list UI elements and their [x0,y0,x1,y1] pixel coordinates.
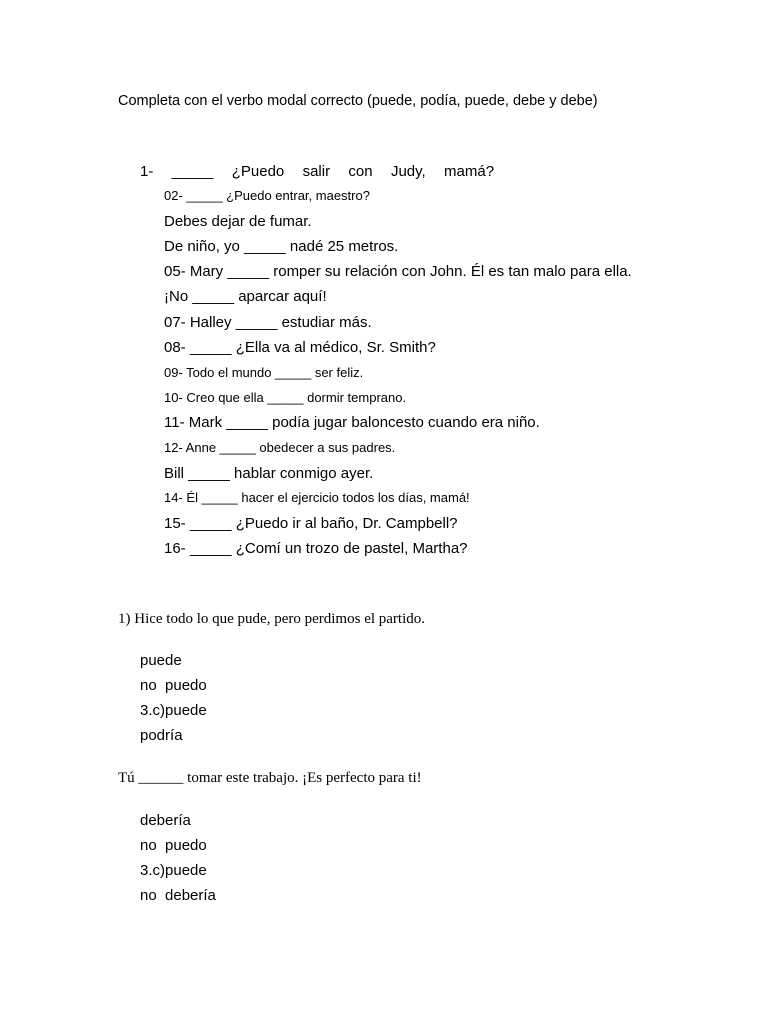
exercise-item-1: 1- _____ ¿Puedo salir con Judy, mamá? [140,163,495,180]
exercise-item-2: 02- _____ ¿Puedo entrar, maestro? [164,188,370,203]
exercise-item-6: ¡No _____ aparcar aquí! [164,288,327,305]
question-1-option-4: podría [140,727,183,744]
exercise-item-11: 11- Mark _____ podía jugar baloncesto cuando era niño. [164,414,540,431]
exercise-item-10: 10- Creo que ella _____ dormir temprano. [164,390,407,405]
exercise-item-7: 07- Halley _____ estudiar más. [164,314,372,331]
exercise-item-4: De niño, yo _____ nadé 25 metros. [164,238,399,255]
question-1-option-2: no puedo [140,677,207,694]
exercise-item-12: 12- Anne _____ obedecer a sus padres. [164,440,396,455]
exercise-item-14: 14- Él _____ hacer el ejercicio todos los días, mamá! [164,490,470,505]
question-1-option-3: 3.c)puede [140,702,207,719]
exercise-item-16: 16- _____ ¿Comí un trozo de pastel, Martha? [164,540,468,557]
exercise-item-13: Bill _____ hablar conmigo ayer. [164,465,374,482]
exercise-item-3: Debes dejar de fumar. [164,213,312,230]
question-1-option-1: puede [140,652,182,669]
question-2-option-1: debería [140,812,191,829]
question-2-option-2: no puedo [140,837,207,854]
question-1-prompt: 1) Hice todo lo que pude, pero perdimos el partido. [118,611,426,627]
exercise-item-9: 09- Todo el mundo _____ ser feliz. [164,365,364,380]
exercise-item-15: 15- _____ ¿Puedo ir al baño, Dr. Campbell? [164,515,458,532]
instruction-text: Completa con el verbo modal correcto (puede, podía, puede, debe y debe) [118,93,598,109]
question-2-option-4: no debería [140,887,216,904]
exercise-item-8: 08- _____ ¿Ella va al médico, Sr. Smith? [164,339,436,356]
question-2-option-3: 3.c)puede [140,862,207,879]
question-2-prompt: Tú ______ tomar este trabajo. ¡Es perfecto para ti! [118,770,422,786]
exercise-item-5: 05- Mary _____ romper su relación con John. Él es tan malo para ella. [164,263,632,280]
